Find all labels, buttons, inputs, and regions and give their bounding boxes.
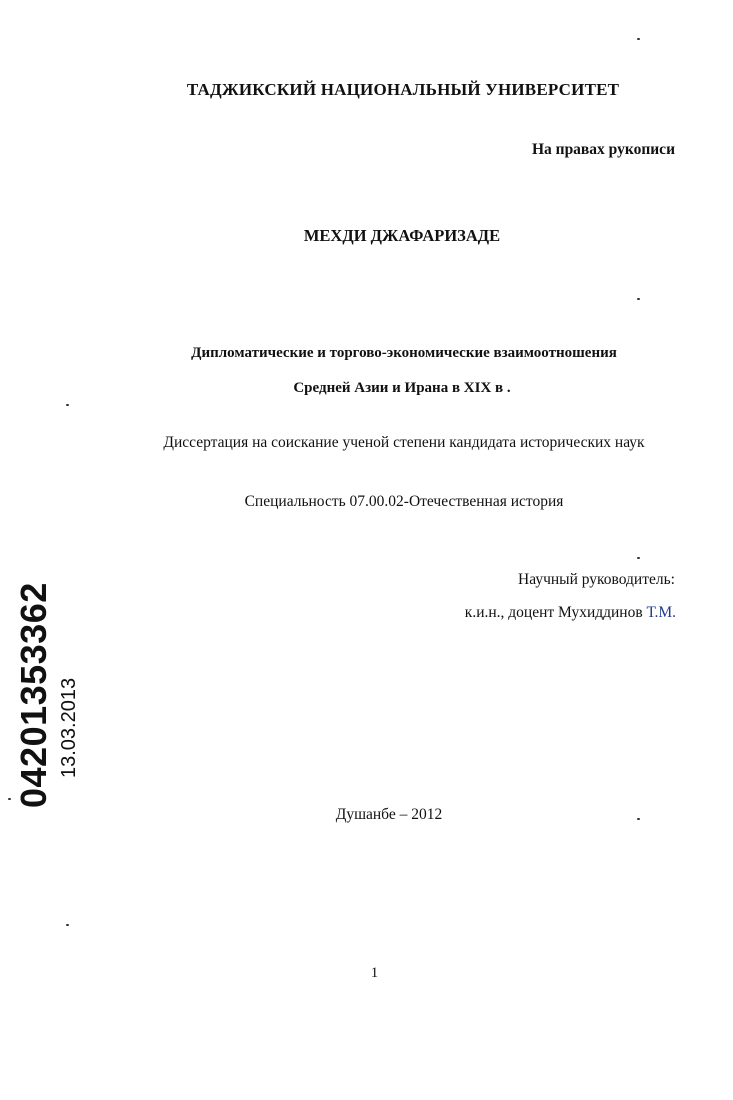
university-name: ТАДЖИКСКИЙ НАЦИОНАЛЬНЫЙ УНИВЕРСИТЕТ: [186, 80, 620, 99]
scan-speck: [8, 798, 11, 800]
scan-speck: [637, 557, 640, 559]
scan-speck: [637, 38, 640, 40]
dissertation-title-line-1: Дипломатические и торгово-экономические взаимоотношения: [191, 345, 617, 361]
supervisor-initials: Т.М.: [646, 604, 676, 621]
manuscript-note: На правах рукописи: [531, 141, 675, 158]
library-stamp-date: 13.03.2013: [58, 677, 80, 778]
dissertation-title-line-2: Средней Азии и Ирана в XIX в .: [293, 380, 511, 396]
supervisor-label: Научный руководитель:: [518, 571, 675, 588]
specialty-line: Специальность 07.00.02-Отечественная история: [244, 493, 564, 510]
scan-speck: [637, 818, 640, 820]
author-name: МЕХДИ ДЖАФАРИЗАДЕ: [303, 226, 501, 245]
scan-speck: [66, 404, 69, 406]
degree-statement: Диссертация на соискание ученой степени кандидата исторических наук: [163, 434, 645, 451]
scan-speck: [66, 924, 69, 926]
city-year: Душанбе – 2012: [335, 806, 443, 823]
page-number: 1: [370, 965, 379, 981]
library-stamp-code: 04201353362: [13, 582, 54, 808]
supervisor-name-prefix: к.и.н., доцент Мухиддинов: [464, 604, 647, 621]
scan-speck: [637, 298, 640, 300]
supervisor-name: [465, 604, 676, 622]
